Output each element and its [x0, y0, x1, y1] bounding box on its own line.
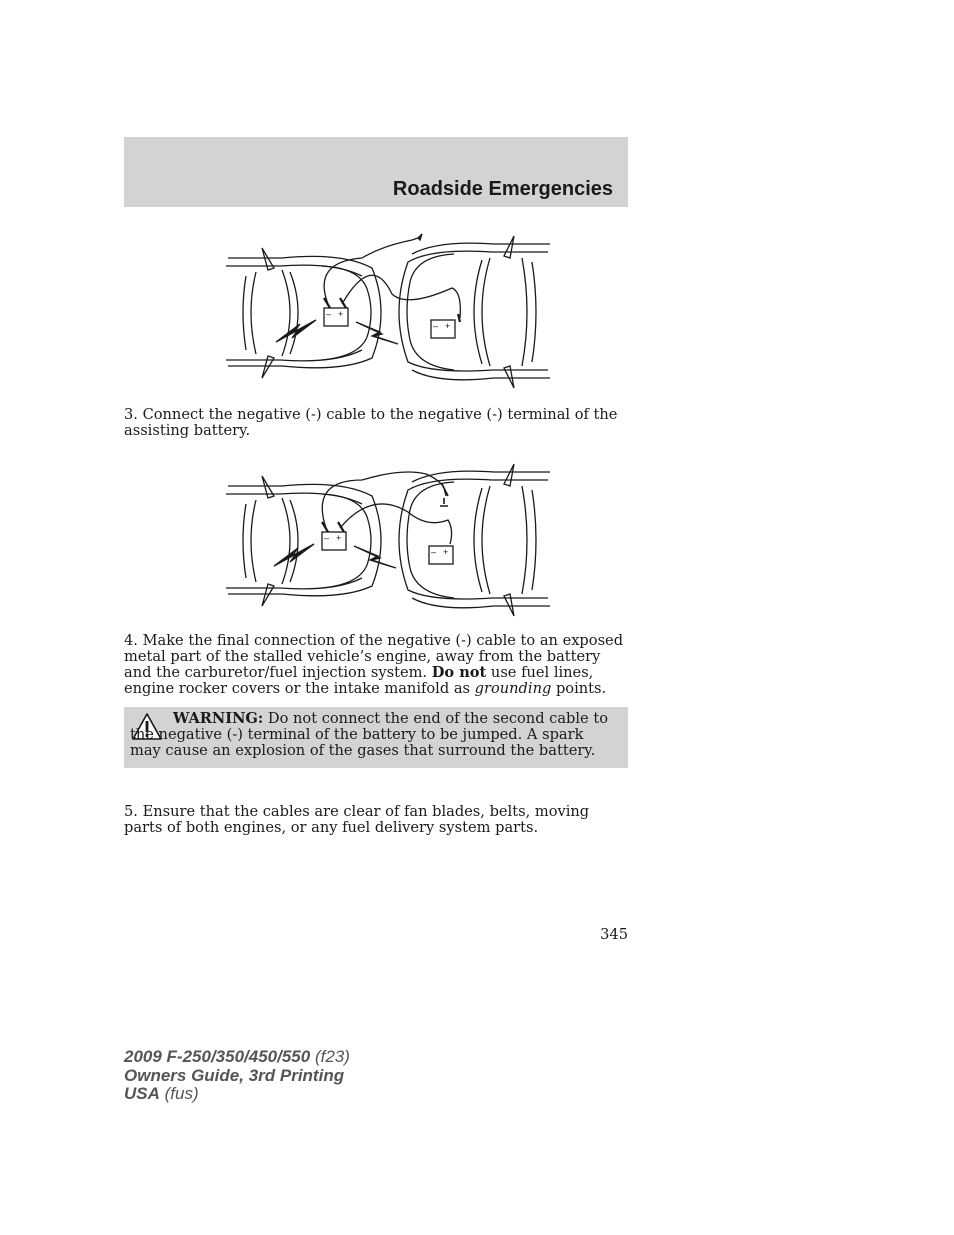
battery-assisting [429, 546, 453, 564]
stalled-vehicle [226, 248, 381, 378]
step-4-italic-term: grounding [474, 680, 552, 697]
svg-text:–: – [431, 547, 437, 557]
footer-edition: Owners Guide, 3rd Printing [124, 1065, 345, 1085]
step-4-text [124, 633, 628, 697]
step-4-text-part: points. [551, 680, 607, 697]
battery-assisting [431, 320, 455, 338]
battery-stalled [324, 308, 348, 326]
svg-text:–: – [326, 309, 332, 319]
footer-line-3 [124, 1085, 350, 1104]
assisting-vehicle [399, 464, 550, 616]
warning-label: WARNING: [173, 710, 264, 727]
spark-icon [354, 546, 396, 568]
battery-stalled [322, 532, 346, 550]
section-title: Roadside Emergencies [392, 178, 613, 200]
negative-cable [324, 238, 418, 304]
jump-start-diagram-step3 [222, 232, 554, 394]
page-number: 345 [600, 926, 628, 943]
step-4-text-part: 4. Make the final connection of the negative (-) cable to an exposed metal part of the stalled vehicle’s engine, away from the battery and the carburetor/fuel injection system. [124, 632, 624, 681]
warning-box [124, 707, 628, 768]
step-4-emphasis: Do not [431, 664, 487, 681]
svg-text:+: + [338, 309, 344, 319]
warning-body: Do not connect the end of the second cable to the negative (-) terminal of the battery to be jumped. A spark may cause an explosion of the gases that surround the battery. [130, 710, 608, 759]
section-header-band [124, 137, 628, 207]
svg-text:+: + [445, 321, 451, 331]
warning-text [130, 711, 616, 759]
svg-text:+: + [336, 533, 342, 543]
svg-text:–: – [433, 321, 439, 331]
footer-market: USA [124, 1084, 160, 1103]
svg-text:+: + [443, 547, 449, 557]
svg-text:–: – [324, 533, 330, 543]
step-5-text: 5. Ensure that the cables are clear of fan blades, belts, moving parts of both engines, or any fuel delivery system parts. [124, 803, 590, 836]
footer-model: 2009 F-250/350/450/550 [124, 1047, 311, 1066]
ground-clamp [440, 484, 448, 506]
assisting-vehicle [399, 236, 550, 388]
step-3-text: 3. Connect the negative (-) cable to the negative (-) terminal of the assisting battery. [124, 406, 618, 439]
negative-cable [322, 472, 446, 528]
footer-market-code: (fus) [159, 1084, 199, 1103]
stalled-vehicle [226, 476, 381, 606]
document-footer [124, 1048, 350, 1104]
footer-line-1 [124, 1048, 350, 1067]
positive-cable [340, 504, 452, 544]
footer-line-2 [124, 1067, 350, 1086]
spark-icon [274, 544, 314, 566]
positive-cable [342, 275, 460, 318]
step-4-text-part: use fuel lines, engine rocker covers or the intake manifold as [124, 664, 594, 697]
footer-model-code: (f23) [310, 1047, 350, 1066]
jump-start-diagram-step4 [222, 460, 554, 620]
spark-icon [276, 320, 316, 342]
